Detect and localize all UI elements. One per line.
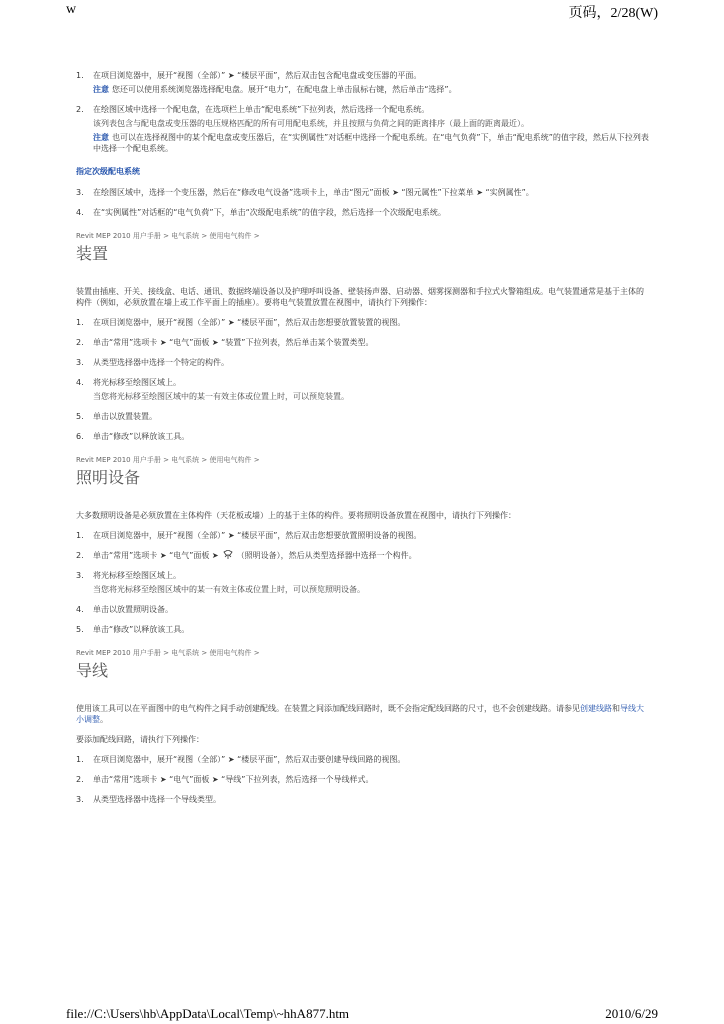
step-subtext: 该列表包含与配电盘或变压器的电压规格匹配的所有可用配电系统，并且按照与负荷之间的距离排序（最上面的距离最近）。 [93, 119, 529, 128]
list-item: 4. 将光标移至绘图区域上。 当您将光标移至绘图区域中的某一有效主体或位置上时，可以预览装置。 [76, 377, 650, 402]
paragraph: 大多数照明设备是必须放置在主体构件（天花板或墙）上的基于主体的构件。要将照明设备放置在视图中，请执行下列操作： [76, 511, 516, 520]
paragraph: 装置由插座、开关、接线盒、电话、通讯、数据终端设备以及护理呼叫设备、壁装扬声器、启动器、烟雾探测器和手拉式火警箱组成。电气装置通常是基于主体的构件（例如，必须放置在墙上或工作平面上的插座）。要将电气装置放置在视图中，请执行下列操作： [76, 287, 644, 307]
subheading: 指定次级配电系统 [76, 167, 140, 176]
breadcrumb[interactable]: Revit MEP 2010 用户手册 > 电气系统 > 使用电气构件 > [76, 456, 260, 464]
step-text: 单击以放置装置。 [93, 412, 157, 421]
list-item: 1. 在项目浏览器中，展开“视图（全部）” ➤ “楼层平面”，然后双击要创建导线回路的视图。 [76, 755, 406, 764]
list-item: 1. 在项目浏览器中，展开“视图（全部）” ➤ “楼层平面”，然后双击您想要放置照明设备的视图。 [76, 531, 422, 540]
section-title: 装置 [76, 244, 109, 263]
step-text: 在项目浏览器中，展开“视图（全部）” ➤ “楼层平面”，然后双击要创建导线回路的视图。 [93, 755, 406, 764]
step-text: 从类型选择器中选择一个特定的构件。 [93, 358, 229, 367]
note [93, 84, 650, 95]
step-text: 在绘图区域中选择一个配电盘，在选项栏上单击“配电系统”下拉列表，然后选择一个配电系统。 [93, 105, 430, 114]
step-text: 单击以放置照明设备。 [93, 605, 173, 614]
document-body [76, 70, 650, 814]
link-create-circuit[interactable]: 创建线路 [580, 704, 612, 713]
header-left: w [66, 2, 77, 17]
step-text: 单击“常用”选项卡 ➤ “电气”面板 ➤ “装置”下拉列表，然后单击某个装置类型。 [93, 338, 374, 347]
step-text: 在绘图区域中，选择一个变压器，然后在“修改电气设备”选项卡上，单击“图元”面板 ➤ “图元属性”下拉菜单 ➤ “实例属性”。 [93, 188, 534, 197]
step-subtext: 当您将光标移至绘图区域中的某一有效主体或位置上时，可以预览照明设备。 [93, 585, 365, 594]
page-number: 页码，2/28(W) [568, 6, 658, 21]
list-item: 2. 单击“常用”选项卡 ➤ “电气”面板 ➤ （照明设备），然后从类型选择器中选择一个构件。 [76, 551, 417, 560]
step-text: 单击“修改”以释放该工具。 [93, 625, 190, 634]
link-wire-sizing[interactable]: 导线大小调整 [76, 704, 644, 724]
breadcrumb[interactable]: Revit MEP 2010 用户手册 > 电气系统 > 使用电气构件 > [76, 649, 260, 657]
step-text: 从类型选择器中选择一个导线类型。 [93, 795, 221, 804]
list-item: 5. 单击“修改”以释放该工具。 [76, 625, 190, 634]
note [93, 132, 650, 154]
list-item: 5. 单击以放置装置。 [76, 412, 157, 421]
note-text: 您还可以使用系统浏览器选择配电盘。展开“电力”，在配电盘上单击鼠标右键，然后单击“选择”。 [112, 85, 457, 94]
list-item: 4. 在“实例属性”对话框的“电气负荷”下，单击“次级配电系统”的值字段，然后选择一个次级配电系统。 [76, 208, 446, 217]
breadcrumb[interactable]: Revit MEP 2010 用户手册 > 电气系统 > 使用电气构件 > [76, 232, 260, 240]
list-item: 2. 单击“常用”选项卡 ➤ “电气”面板 ➤ “装置”下拉列表，然后单击某个装置类型。 [76, 338, 374, 347]
step-text: 将光标移至绘图区域上。 [93, 571, 181, 580]
list-item: 3. 将光标移至绘图区域上。 当您将光标移至绘图区域中的某一有效主体或位置上时，可以预览照明设备。 [76, 570, 650, 595]
step-text: 单击“常用”选项卡 ➤ “电气”面板 ➤ [93, 551, 219, 560]
step-text: （照明设备），然后从类型选择器中选择一个构件。 [236, 551, 417, 560]
step-text: 在“实例属性”对话框的“电气负荷”下，单击“次级配电系统”的值字段，然后选择一个次级配电系统。 [93, 208, 446, 217]
list-item: 2. 单击“常用”选项卡 ➤ “电气”面板 ➤ “导线”下拉列表，然后选择一个导线样式。 [76, 775, 374, 784]
note-text: 也可以在选择视图中的某个配电盘或变压器后，在“实例属性”对话框中选择一个配电系统。在“电气负荷”下，单击“配电系统”的值字段，然后从下拉列表中选择一个配电系统。 [93, 133, 649, 153]
step-text: 将光标移至绘图区域上。 [93, 378, 181, 387]
step-text: 单击“修改”以释放该工具。 [93, 432, 190, 441]
paragraph: 要添加配线回路，请执行下列操作： [76, 735, 204, 744]
step-text: 单击“常用”选项卡 ➤ “电气”面板 ➤ “导线”下拉列表，然后选择一个导线样式。 [93, 775, 374, 784]
print-date: 2010/6/29 [605, 1006, 658, 1021]
step-text: 在项目浏览器中，展开“视图（全部）” ➤ “楼层平面”，然后双击您想要放置照明设备的视图。 [93, 531, 422, 540]
list-item: 3. 从类型选择器中选择一个特定的构件。 [76, 358, 229, 367]
file-path: file://C:\Users\hb\AppData\Local\Temp\~hhA877.htm [66, 1006, 350, 1021]
list-item: 4. 单击以放置照明设备。 [76, 605, 173, 614]
note-label: 注意 [93, 85, 109, 94]
step-subtext: 当您将光标移至绘图区域中的某一有效主体或位置上时，可以预览装置。 [93, 392, 349, 401]
list-item: 1. 在项目浏览器中，展开“视图（全部）” ➤ “楼层平面”，然后双击您想要放置装置的视图。 [76, 318, 406, 327]
section-title: 导线 [76, 661, 109, 680]
step-text: 在项目浏览器中，展开“视图（全部）” ➤ “楼层平面”，然后双击包含配电盘或变压器的平面。 [93, 71, 422, 80]
list-item: 6. 单击“修改”以释放该工具。 [76, 432, 190, 441]
lighting-fixture-icon [222, 550, 234, 559]
note-label: 注意 [93, 133, 109, 142]
paragraph: 使用该工具可以在平面图中的电气构件之间手动创建配线。在装置之间添加配线回路时，既不会指定配线回路的尺寸，也不会创建线路。请参见创建线路和导线大小调整。 [76, 704, 644, 724]
list-item: 3. 从类型选择器中选择一个导线类型。 [76, 795, 221, 804]
section-title: 照明设备 [76, 468, 141, 487]
step-text: 在项目浏览器中，展开“视图（全部）” ➤ “楼层平面”，然后双击您想要放置装置的视图。 [93, 318, 406, 327]
list-item: 1. 在项目浏览器中，展开“视图（全部）” ➤ “楼层平面”，然后双击包含配电盘或变压器的平面。 注意 您还可以使用系统浏览器选择配电盘。展开“电力”，在配电盘上单击鼠标右键，然后单击“选择”。 [76, 70, 650, 95]
list-item: 2. 在绘图区域中选择一个配电盘，在选项栏上单击“配电系统”下拉列表，然后选择一个配电系统。 该列表包含与配电盘或变压器的电压规格匹配的所有可用配电系统，并且按照与负荷之间的距离排序（最上面的距离最近）。 注意 也可以在选择视图中的某个配电盘或变压器后，在“实例属性”对话框中选择一个配电系统。在“电气负荷”下，单击“配电系统”的值字段，然后从下拉列表中选择一个配电系统。 [76, 105, 649, 153]
list-item: 3. 在绘图区域中，选择一个变压器，然后在“修改电气设备”选项卡上，单击“图元”面板 ➤ “图元属性”下拉菜单 ➤ “实例属性”。 [76, 188, 534, 197]
